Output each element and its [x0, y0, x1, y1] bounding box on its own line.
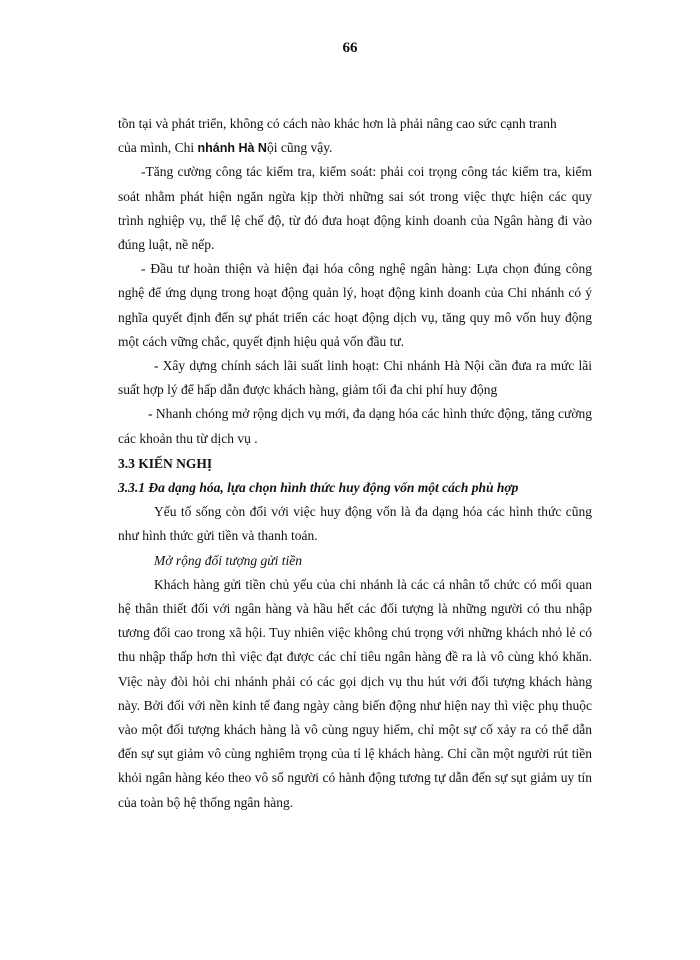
paragraph-survival-factor: Yếu tố sống còn đối với việc huy động vốn là đa dạng hóa các hình thức cũng như hình thức gửi tiền và thanh toán.: [118, 504, 592, 544]
paragraph-1-line-2: [118, 136, 592, 160]
document-body: [118, 112, 592, 815]
subsection-heading-diversify-capital: 3.3.1 Đa dạng hóa, lựa chọn hình thức huy động vốn một cách phù hợp: [118, 480, 519, 496]
page-number: 66: [342, 40, 358, 56]
paragraph-new-services: - Nhanh chóng mở rộng dịch vụ mới, đa dạng hóa các hình thức động, tăng cường các khoản thu từ dịch vụ .: [118, 406, 592, 446]
paragraph-interest-rate-policy: - Xây dựng chính sách lãi suất linh hoạt: Chi nhánh Hà Nội cần đưa ra mức lãi suất hợp lý để hấp dẫn được khách hàng, giảm tối đa chi phí huy động: [118, 358, 592, 398]
paragraph-technology-modernization: - Đầu tư hoàn thiện và hiện đại hóa công nghệ ngân hàng: Lựa chọn đúng công nghệ để ứng dụng trong hoạt động quản lý, hoạt động kinh doanh của Chi nhánh có ý nghĩa quyết định đến sự phát triển các hoạt động dịch vụ, tăng quy mô vốn huy động một cách vững chắc, quyết định hiệu quả vốn đầu tư.: [118, 261, 592, 349]
paragraph-inspection-control: -Tăng cường công tác kiểm tra, kiểm soát: phải coi trọng công tác kiểm tra, kiểm soát nhằm phát hiện ngăn ngừa kịp thời những sai sót trong việc thực hiện các quy trình nghiệp vụ, thể lệ chế độ, từ đó đưa hoạt động kinh doanh của Ngân hàng đi vào đúng luật, nề nếp.: [118, 164, 592, 253]
paragraph-customer-analysis: Khách hàng gửi tiền chủ yếu của chi nhánh là các cá nhân tổ chức có mối quan hệ thân thiết đối với ngân hàng và hầu hết các đối tượng là những người có thu nhập tương đối cao trong xã hội. Tuy nhiên việc không chú trọng với những khách nhỏ lẻ có thu nhập thấp hơn thì việc đạt được các chỉ tiêu ngân hàng đề ra là vô cùng khó khăn. Việc này đòi hỏi chi nhánh phải có các gọi dịch vụ thu hút với đối tượng khách hàng này. Bởi đối với nền kinh tế đang ngày càng biến động như hiện nay thì việc phụ thuộc vào một đối tượng khách hàng là vô cùng nguy hiểm, chỉ một sự cố xảy ra có thể dẫn đến sự sụt giảm vô cùng nghiêm trọng của tỉ lệ khách hàng. Chỉ cần một người rút tiền khỏi ngân hàng kéo theo vô số người có hành động tương tự dẫn đến sự sụt giảm uy tín của toàn bộ hệ thống ngân hàng.: [118, 576, 592, 810]
italic-topic-title: Mở rộng đối tượng gửi tiền: [154, 552, 303, 568]
paragraph-1-line-1: tồn tại và phát triển, không có cách nào khác hơn là phải nâng cao sức cạnh tranh: [118, 116, 557, 131]
inline-branch-name: nhánh Hà N: [197, 141, 267, 156]
paragraph-1-line-2-end: ội cũng vậy.: [266, 140, 333, 156]
paragraph-1-line-2-start: của mình, Chi: [118, 140, 198, 156]
section-heading-recommendations: 3.3 KIẾN NGHỊ: [118, 455, 213, 471]
